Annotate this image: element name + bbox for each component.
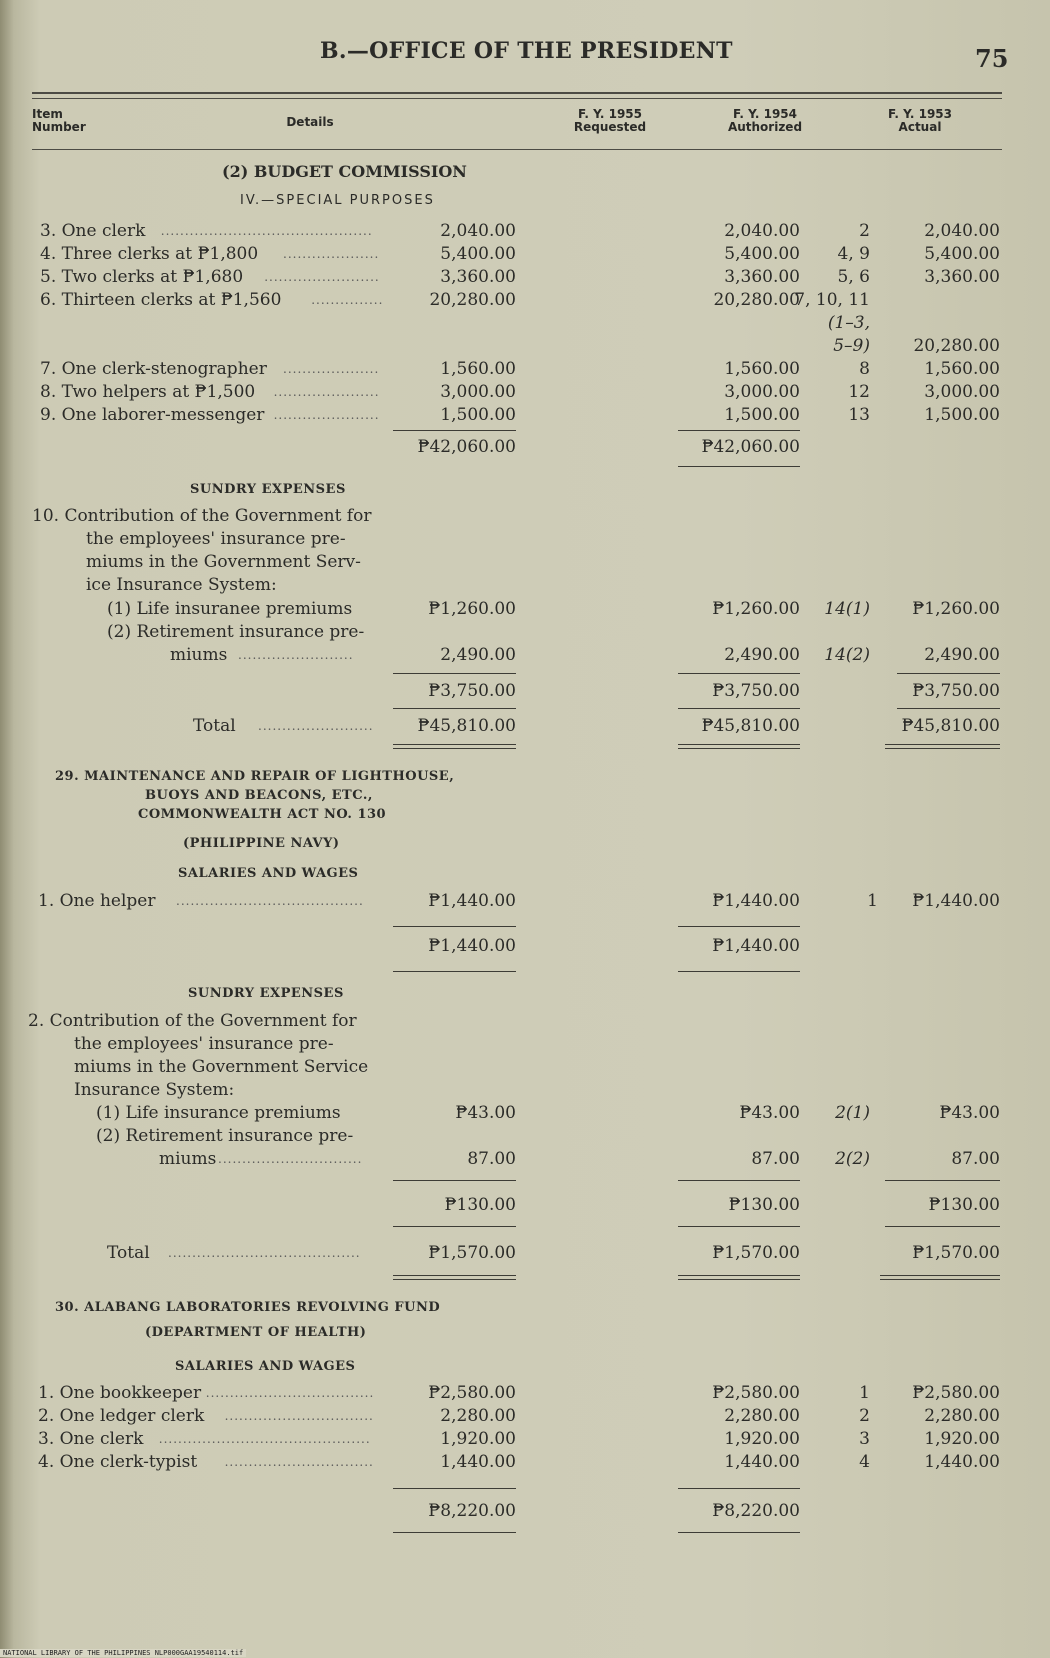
leader-dots: ...................... xyxy=(273,408,380,422)
subtotal-row xyxy=(0,935,1050,957)
double-rule xyxy=(678,1275,800,1280)
total-requested: ₱1,570.00 xyxy=(428,1243,516,1263)
rule xyxy=(897,673,1000,674)
row-requested: 1,440.00 xyxy=(440,1452,516,1472)
table-row xyxy=(0,1405,1050,1427)
row-actual: 1,560.00 xyxy=(924,359,1000,379)
row-detail: 1. One bookkeeper xyxy=(38,1383,202,1403)
subtotal-row xyxy=(0,1500,1050,1522)
archive-footer: NATIONAL LIBRARY OF THE PHILIPPINES NLP000GAA19540114.tif xyxy=(0,1649,246,1657)
subtotal-requested: ₱42,060.00 xyxy=(417,437,516,457)
leader-dots: ............... xyxy=(311,293,384,307)
subtotal-actual: ₱3,750.00 xyxy=(912,681,1000,701)
row-authorized: 3,360.00 xyxy=(724,267,800,287)
row-detail: 3. One clerk xyxy=(38,1429,144,1449)
total-row xyxy=(0,1242,1050,1264)
row-actual: 3,000.00 xyxy=(924,382,1000,402)
leader-dots: ........................ xyxy=(238,648,354,662)
rule xyxy=(393,1532,516,1533)
total-authorized: ₱1,570.00 xyxy=(712,1243,800,1263)
row-detail: 3. One clerk xyxy=(40,221,146,241)
row-actual: 2,280.00 xyxy=(924,1406,1000,1426)
table-row xyxy=(0,1451,1050,1473)
row-reference: 12 xyxy=(848,382,870,402)
double-rule xyxy=(885,744,1000,749)
rule xyxy=(678,1488,800,1489)
contribution-text: the employees' insurance pre- xyxy=(74,1034,334,1054)
section-title: (2) BUDGET COMMISSION xyxy=(222,162,467,181)
row-requested: 2,280.00 xyxy=(440,1406,516,1426)
row-requested: 1,920.00 xyxy=(440,1429,516,1449)
row-actual: ₱2,580.00 xyxy=(912,1383,1000,1403)
rule xyxy=(678,430,800,431)
contribution-text: 10. Contribution of the Government for xyxy=(32,506,372,526)
row-reference: 5–9) xyxy=(833,336,870,356)
rule xyxy=(393,1226,516,1227)
table-row xyxy=(0,220,1050,242)
rule xyxy=(393,971,516,972)
row-authorized: 1,920.00 xyxy=(724,1429,800,1449)
row-authorized: 5,400.00 xyxy=(724,244,800,264)
row-requested: 3,000.00 xyxy=(440,382,516,402)
row-reference: 2 xyxy=(859,1406,870,1426)
row-authorized: 3,000.00 xyxy=(724,382,800,402)
table-row xyxy=(0,598,1050,620)
table-row xyxy=(0,358,1050,380)
row-authorized: ₱2,580.00 xyxy=(712,1383,800,1403)
contribution-text: 2. Contribution of the Government for xyxy=(28,1011,357,1031)
row-reference: 5, 6 xyxy=(837,267,870,287)
row-actual: 1,500.00 xyxy=(924,405,1000,425)
leader-dots: ........................ xyxy=(258,719,374,733)
subtotal-actual: ₱130.00 xyxy=(928,1195,1000,1215)
row-detail: miums xyxy=(170,645,228,665)
row-authorized: 2,040.00 xyxy=(724,221,800,241)
rule xyxy=(885,1226,1000,1227)
subtotal-row xyxy=(0,436,1050,458)
row-authorized: ₱43.00 xyxy=(739,1103,800,1123)
leader-dots: ........................................ xyxy=(168,1246,361,1260)
rule xyxy=(678,673,800,674)
table-row xyxy=(0,1382,1050,1404)
subtotal-row xyxy=(0,680,1050,702)
row-detail: 9. One laborer-messenger xyxy=(40,405,265,425)
row-reference: 4, 9 xyxy=(837,244,870,264)
total-row xyxy=(0,715,1050,737)
row-reference: 1 xyxy=(867,891,878,911)
row-detail: (2) Retirement insurance pre- xyxy=(96,1126,354,1146)
row-actual: ₱1,260.00 xyxy=(912,599,1000,619)
table-row xyxy=(0,1428,1050,1450)
rule xyxy=(678,708,800,709)
col-fy1955: F. Y. 1955 Requested xyxy=(573,107,647,134)
rule xyxy=(678,466,800,467)
subtotal-requested: ₱130.00 xyxy=(444,1195,516,1215)
row-requested: 1,500.00 xyxy=(440,405,516,425)
row-actual: ₱1,440.00 xyxy=(912,891,1000,911)
page-title: B.—OFFICE OF THE PRESIDENT xyxy=(320,38,733,64)
contribution-text: the employees' insurance pre- xyxy=(86,529,346,549)
row-authorized: 2,490.00 xyxy=(724,645,800,665)
table-row xyxy=(0,243,1050,265)
table-row xyxy=(0,1125,1050,1147)
row-detail: miums xyxy=(159,1149,217,1169)
row-actual: 20,280.00 xyxy=(913,336,1000,356)
row-authorized: 20,280.00 xyxy=(713,290,800,310)
subtotal-authorized: ₱8,220.00 xyxy=(712,1501,800,1521)
section-title: 30. ALABANG LABORATORIES REVOLVING FUND xyxy=(55,1300,441,1315)
total-label: Total xyxy=(107,1243,150,1263)
subtotal-authorized: ₱42,060.00 xyxy=(701,437,800,457)
row-actual: 5,400.00 xyxy=(924,244,1000,264)
table-row xyxy=(0,381,1050,403)
contribution-text: miums in the Government Serv- xyxy=(86,552,361,572)
row-authorized: 87.00 xyxy=(751,1149,800,1169)
table-row xyxy=(0,335,1050,357)
leader-dots: ....................................... xyxy=(176,894,364,908)
row-authorized: 2,280.00 xyxy=(724,1406,800,1426)
subtotal-authorized: ₱1,440.00 xyxy=(712,936,800,956)
table-row xyxy=(0,890,1050,912)
total-requested: ₱45,810.00 xyxy=(417,716,516,736)
leader-dots: .................... xyxy=(283,362,380,376)
section-subtitle: IV.—SPECIAL PURPOSES xyxy=(240,193,435,208)
contribution-text: Insurance System: xyxy=(74,1080,235,1100)
row-detail: 4. One clerk-typist xyxy=(38,1452,198,1472)
rule xyxy=(678,1180,800,1181)
row-detail: 1. One helper xyxy=(38,891,156,911)
total-actual: ₱1,570.00 xyxy=(912,1243,1000,1263)
leader-dots: ...................... xyxy=(273,385,380,399)
total-authorized: ₱45,810.00 xyxy=(701,716,800,736)
row-requested: ₱1,440.00 xyxy=(428,891,516,911)
row-requested: ₱2,580.00 xyxy=(428,1383,516,1403)
table-row xyxy=(0,1102,1050,1124)
row-detail: 8. Two helpers at ₱1,500 xyxy=(40,382,256,402)
leader-dots: ........................ xyxy=(264,270,380,284)
rule xyxy=(678,971,800,972)
page-number: 75 xyxy=(975,44,1009,73)
row-actual: 2,040.00 xyxy=(924,221,1000,241)
row-actual: 1,920.00 xyxy=(924,1429,1000,1449)
row-actual: 87.00 xyxy=(951,1149,1000,1169)
col-item-number: Item Number xyxy=(32,107,86,134)
double-rule xyxy=(393,1275,516,1280)
row-requested: 1,560.00 xyxy=(440,359,516,379)
row-reference: 2(1) xyxy=(835,1103,870,1123)
row-reference: 1 xyxy=(859,1383,870,1403)
table-row xyxy=(0,404,1050,426)
subtotal-requested: ₱8,220.00 xyxy=(428,1501,516,1521)
leader-dots: .............................. xyxy=(218,1152,363,1166)
row-reference: 7, 10, 11 xyxy=(794,290,870,310)
rule xyxy=(885,1180,1000,1181)
rule xyxy=(393,673,516,674)
header-rule-second xyxy=(32,98,1002,99)
leader-dots: .................... xyxy=(283,247,380,261)
agency-name: (PHILIPPINE NAVY) xyxy=(183,836,340,851)
row-actual: 1,440.00 xyxy=(924,1452,1000,1472)
section-title: 29. MAINTENANCE AND REPAIR OF LIGHTHOUSE, xyxy=(55,769,455,784)
row-requested: 2,490.00 xyxy=(440,645,516,665)
col-details: Details xyxy=(286,115,334,129)
sundry-expenses-title: SUNDRY EXPENSES xyxy=(188,986,344,1001)
rule xyxy=(678,1226,800,1227)
row-authorized: ₱1,440.00 xyxy=(712,891,800,911)
row-detail: (2) Retirement insurance pre- xyxy=(107,622,365,642)
table-row xyxy=(0,1148,1050,1170)
salaries-wages-title: SALARIES AND WAGES xyxy=(175,1359,356,1374)
row-actual: 3,360.00 xyxy=(924,267,1000,287)
row-reference: 3 xyxy=(859,1429,870,1449)
leader-dots: ............................................ xyxy=(158,1432,371,1446)
salaries-wages-title: SALARIES AND WAGES xyxy=(178,866,359,881)
rule xyxy=(393,430,516,431)
section-title: BUOYS AND BEACONS, ETC., xyxy=(145,788,373,803)
contribution-text: miums in the Government Service xyxy=(74,1057,369,1077)
subtotal-requested: ₱3,750.00 xyxy=(428,681,516,701)
row-actual: 2,490.00 xyxy=(924,645,1000,665)
row-reference: 4 xyxy=(859,1452,870,1472)
subtotal-authorized: ₱3,750.00 xyxy=(712,681,800,701)
row-reference: 14(1) xyxy=(824,599,870,619)
rule xyxy=(393,708,516,709)
row-authorized: 1,500.00 xyxy=(724,405,800,425)
subtotal-row xyxy=(0,1194,1050,1216)
row-detail: 6. Thirteen clerks at ₱1,560 xyxy=(40,290,282,310)
row-reference: 13 xyxy=(848,405,870,425)
row-actual: ₱43.00 xyxy=(939,1103,1000,1123)
row-detail: 5. Two clerks at ₱1,680 xyxy=(40,267,244,287)
row-reference: 8 xyxy=(859,359,870,379)
table-row xyxy=(0,644,1050,666)
subtotal-requested: ₱1,440.00 xyxy=(428,936,516,956)
row-authorized: 1,440.00 xyxy=(724,1452,800,1472)
row-requested: 2,040.00 xyxy=(440,221,516,241)
row-reference: 2 xyxy=(859,221,870,241)
table-row xyxy=(0,266,1050,288)
agency-name: (DEPARTMENT OF HEALTH) xyxy=(145,1325,367,1340)
row-requested: 87.00 xyxy=(467,1149,516,1169)
row-detail: (1) Life insurance premiums xyxy=(96,1103,341,1123)
table-row xyxy=(0,312,1050,334)
row-requested: ₱43.00 xyxy=(455,1103,516,1123)
header-rule-top xyxy=(32,92,1002,94)
sundry-expenses-title: SUNDRY EXPENSES xyxy=(190,482,346,497)
table-row xyxy=(0,621,1050,643)
contribution-text: ice Insurance System: xyxy=(86,575,277,595)
total-actual: ₱45,810.00 xyxy=(901,716,1000,736)
col-fy1954: F. Y. 1954 Authorized xyxy=(727,107,803,134)
header-rule-bottom xyxy=(32,149,1002,150)
subtotal-authorized: ₱130.00 xyxy=(728,1195,800,1215)
row-authorized: 1,560.00 xyxy=(724,359,800,379)
leader-dots: ............................... xyxy=(224,1409,374,1423)
rule xyxy=(678,1532,800,1533)
col-fy1953: F. Y. 1953 Actual xyxy=(887,107,952,134)
row-detail: 7. One clerk-stenographer xyxy=(40,359,267,379)
double-rule xyxy=(678,744,800,749)
rule xyxy=(393,926,516,927)
row-authorized: ₱1,260.00 xyxy=(712,599,800,619)
row-detail: 2. One ledger clerk xyxy=(38,1406,205,1426)
table-row xyxy=(0,289,1050,311)
rule xyxy=(897,708,1000,709)
leader-dots: ............................................ xyxy=(160,224,373,238)
row-requested: ₱1,260.00 xyxy=(428,599,516,619)
row-requested: 5,400.00 xyxy=(440,244,516,264)
row-reference: 2(2) xyxy=(835,1149,870,1169)
total-label: Total xyxy=(193,716,236,736)
row-requested: 20,280.00 xyxy=(429,290,516,310)
double-rule xyxy=(880,1275,1000,1280)
row-reference: (1–3, xyxy=(827,313,870,333)
leader-dots: ................................... xyxy=(205,1386,375,1400)
rule xyxy=(393,1180,516,1181)
rule xyxy=(678,926,800,927)
row-detail: (1) Life insuranee premiums xyxy=(107,599,353,619)
leader-dots: ............................... xyxy=(224,1455,374,1469)
row-requested: 3,360.00 xyxy=(440,267,516,287)
row-detail: 4. Three clerks at ₱1,800 xyxy=(40,244,259,264)
section-title: COMMONWEALTH ACT NO. 130 xyxy=(138,807,387,822)
row-reference: 14(2) xyxy=(824,645,870,665)
rule xyxy=(393,1488,516,1489)
double-rule xyxy=(393,744,516,749)
